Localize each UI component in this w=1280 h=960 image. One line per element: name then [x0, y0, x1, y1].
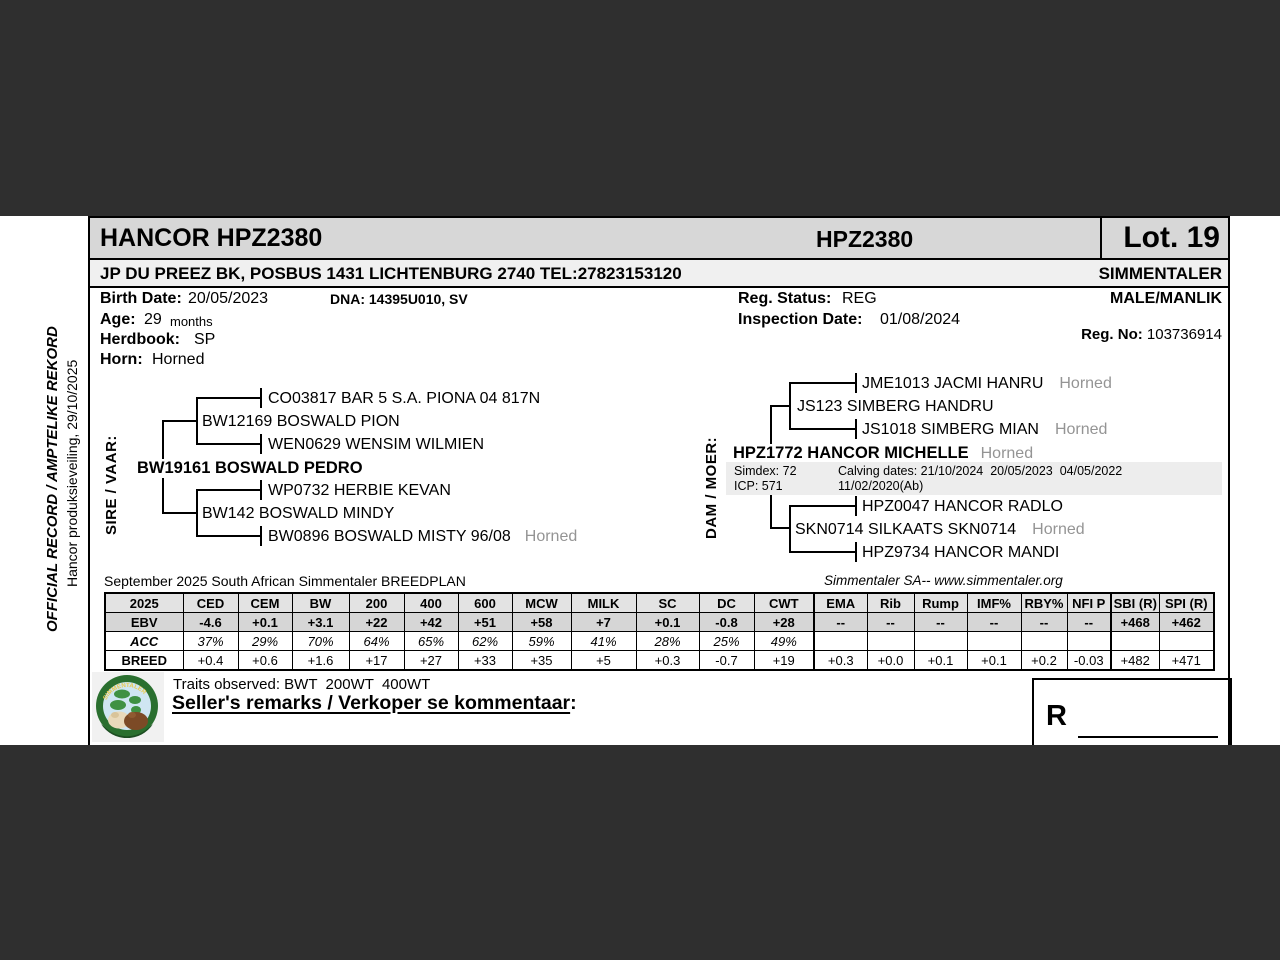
pedigree-line [260, 480, 262, 500]
animal-name: JS1018 SIMBERG MIAN [862, 421, 1039, 438]
ebv-cell: +22 [349, 613, 404, 632]
animal-name: JS123 SIMBERG HANDRU [797, 398, 994, 415]
breed-cell: +27 [404, 651, 458, 671]
pedigree-line [855, 419, 857, 439]
pedigree-line [770, 405, 790, 407]
breed-cell: +1.6 [292, 651, 349, 671]
row-label: BREED [105, 651, 183, 671]
dam-name [731, 444, 1037, 463]
breed-cell: +0.1 [967, 651, 1021, 671]
inspection-date-label: Inspection Date: [738, 311, 863, 328]
row-label: ACC [105, 632, 183, 651]
ebv-cell: -- [1067, 613, 1111, 632]
pedigree-line [789, 505, 791, 553]
sire-dam [202, 505, 394, 523]
top-letterbox-band [0, 0, 1280, 216]
column-header: CEM [238, 593, 292, 613]
column-header: SC [636, 593, 699, 613]
sire-granddam-1 [268, 436, 484, 454]
reg-no-label: Reg. No: [1081, 326, 1143, 343]
ebv-row [105, 613, 1214, 632]
ebv-cell: -- [814, 613, 867, 632]
acc-cell [814, 632, 867, 651]
column-header: DC [699, 593, 754, 613]
dam-sire [797, 398, 994, 416]
pedigree-line [789, 428, 857, 430]
reg-no-value: 103736914 [1146, 326, 1222, 343]
acc-cell: 25% [699, 632, 754, 651]
dam-section-label: DAM / MOER: [703, 436, 720, 539]
acc-cell: 65% [404, 632, 458, 651]
ebv-cell: +0.1 [238, 613, 292, 632]
pedigree-line [770, 527, 790, 529]
column-header: NFI P [1067, 593, 1111, 613]
breed-cell: +0.3 [814, 651, 867, 671]
ebv-cell: +3.1 [292, 613, 349, 632]
table-header-row [105, 593, 1214, 613]
sellers-remarks-heading [172, 692, 577, 715]
ebv-cell: -0.8 [699, 613, 754, 632]
inspection-date-value: 01/08/2024 [880, 311, 961, 328]
column-header: CED [183, 593, 238, 613]
ebv-cell: -- [1021, 613, 1067, 632]
breedplan-table [104, 592, 1215, 671]
acc-cell [967, 632, 1021, 651]
logo-cattle-right [124, 712, 148, 730]
acc-cell: 49% [754, 632, 814, 651]
birth-date-label: Birth Date: [100, 290, 182, 307]
price-blank-line [1078, 736, 1218, 738]
acc-cell [1067, 632, 1111, 651]
acc-cell: 28% [636, 632, 699, 651]
dam-granddam-2 [862, 544, 1059, 562]
acc-cell [867, 632, 914, 651]
horn-status: Horned [980, 445, 1034, 462]
breed-cell: +17 [349, 651, 404, 671]
pedigree-line [196, 397, 262, 399]
ebv-cell: +28 [754, 613, 814, 632]
column-header: Rib [867, 593, 914, 613]
breed-cell: +0.0 [867, 651, 914, 671]
animal-name: JME1013 JACMI HANRU [862, 375, 1044, 392]
animal-name: WEN0629 WENSIM WILMIEN [268, 436, 485, 453]
pedigree-line [855, 496, 857, 516]
column-header: SPI (R) [1159, 593, 1214, 613]
sire-section-label: SIRE / VAAR: [103, 435, 120, 535]
breed-name: SIMMENTALER [1098, 264, 1222, 283]
pedigree-line [789, 382, 857, 384]
dam-granddam-1 [862, 421, 1107, 439]
sex-value: MALE/MANLIK [1110, 290, 1222, 307]
breed-cell: +19 [754, 651, 814, 671]
breed-cell: +0.6 [238, 651, 292, 671]
column-header: 200 [349, 593, 404, 613]
column-header: EMA [814, 593, 867, 613]
traits-observed: Traits observed: BWT 200WT 400WT [173, 676, 431, 693]
ebv-cell: -4.6 [183, 613, 238, 632]
breed-cell: +0.2 [1021, 651, 1067, 671]
horn-status: Horned [1032, 521, 1085, 538]
breed-cell: +0.3 [636, 651, 699, 671]
age-value: 29 [144, 311, 162, 328]
horn-status: Horned [1059, 375, 1112, 392]
animal-name: SKN0714 SILKAATS SKN0714 [795, 521, 1017, 538]
official-record-vertical-text: OFFICIAL RECORD / AMPTELIKE REKORD [44, 326, 61, 632]
column-header: MILK [571, 593, 636, 613]
pedigree-line [855, 542, 857, 562]
ebv-cell: +51 [458, 613, 512, 632]
pedigree-line [196, 535, 262, 537]
horn-status: Horned [524, 528, 578, 545]
birth-date-value: 20/05/2023 [188, 290, 269, 307]
column-header: SBI (R) [1111, 593, 1159, 613]
pedigree-line [260, 388, 262, 408]
sellers-remarks-label: Seller's remarks / Verkoper se kommentaar [172, 692, 571, 714]
horn-status: Horned [1054, 421, 1108, 438]
acc-cell [1111, 632, 1159, 651]
acc-cell: 37% [183, 632, 238, 651]
column-header: 400 [404, 593, 458, 613]
sire-damsire [268, 482, 451, 500]
icp-value: ICP: 571 [734, 479, 783, 493]
logo-arc-text: SIMMENTALER [101, 681, 148, 702]
column-header: CWT [754, 593, 814, 613]
calving-dates-2: 11/02/2020(Ab) [838, 479, 924, 493]
dam-grandsire [862, 375, 1112, 393]
animal-name: BW0896 BOSWALD MISTY 96/08 [268, 528, 511, 545]
pedigree-line [162, 420, 198, 422]
sellers-remarks-colon: : [570, 692, 577, 714]
pedigree-line [196, 489, 198, 537]
acc-cell: 29% [238, 632, 292, 651]
sire-name [135, 459, 367, 478]
horn-label: Horn: [100, 351, 143, 368]
column-header: 2025 [105, 593, 183, 613]
ebv-cell: -- [967, 613, 1021, 632]
ebv-cell: +462 [1159, 613, 1214, 632]
reg-status-value: REG [842, 290, 877, 307]
animal-id: HPZ2380 [816, 226, 914, 252]
ebv-cell: +468 [1111, 613, 1159, 632]
breed-cell: -0.03 [1067, 651, 1111, 671]
acc-cell: 64% [349, 632, 404, 651]
acc-cell: 59% [512, 632, 571, 651]
reg-no [1022, 326, 1222, 343]
bottom-letterbox-band [0, 745, 1280, 960]
animal-name: HPZ9734 HANCOR MANDI [862, 544, 1060, 561]
acc-cell: 62% [458, 632, 512, 651]
pedigree-line [196, 443, 262, 445]
breed-cell: +35 [512, 651, 571, 671]
pedigree-line [196, 489, 262, 491]
column-header: RBY% [1021, 593, 1067, 613]
animal-name: HPZ0047 HANCOR RADLO [862, 498, 1063, 515]
dna-value: DNA: 14395U010, SV [330, 291, 468, 307]
breed-cell: -0.7 [699, 651, 754, 671]
breed-cell: +33 [458, 651, 512, 671]
herdbook-label: Herdbook: [100, 331, 180, 348]
sire-granddam-2 [268, 528, 577, 546]
breed-cell: +471 [1159, 651, 1214, 671]
acc-cell [1021, 632, 1067, 651]
ebv-cell: +58 [512, 613, 571, 632]
dam-damsire [862, 498, 1063, 516]
pedigree-line [789, 382, 791, 430]
animal-name: CO03817 BAR 5 S.A. PIONA 04 817N [268, 390, 541, 407]
herdbook-value: SP [194, 331, 216, 348]
breedplan-caption: September 2025 South African Simmentaler BREEDPLAN [104, 573, 466, 589]
age-label: Age: [100, 311, 136, 328]
pedigree-line [260, 526, 262, 546]
column-header: MCW [512, 593, 571, 613]
sire-grandsire [268, 390, 540, 408]
ebv-cell: +0.1 [636, 613, 699, 632]
acc-cell: 70% [292, 632, 349, 651]
row-label: EBV [105, 613, 183, 632]
breed-cell: +5 [571, 651, 636, 671]
ebv-cell: +7 [571, 613, 636, 632]
lot-separator-line [1100, 218, 1102, 258]
breed-average-row [105, 651, 1214, 671]
animal-name: HPZ1772 HANCOR MICHELLE [733, 444, 969, 462]
dam-dam [795, 521, 1085, 539]
simdex-value: Simdex: 72 [734, 464, 797, 478]
accuracy-row [105, 632, 1214, 651]
column-header: BW [292, 593, 349, 613]
lot-number: Lot. 19 [1123, 221, 1220, 254]
pedigree-line [855, 373, 857, 393]
ebv-cell: -- [867, 613, 914, 632]
pedigree-line [260, 434, 262, 454]
currency-symbol: R [1046, 700, 1067, 732]
animal-name: BW19161 BOSWALD PEDRO [137, 459, 363, 477]
owner-contact: JP DU PREEZ BK, POSBUS 1431 LICHTENBURG 2740 TEL:27823153120 [100, 264, 682, 283]
horn-value: Horned [152, 351, 205, 368]
animal-name: BW12169 BOSWALD PION [202, 413, 400, 430]
acc-cell [914, 632, 967, 651]
column-header: IMF% [967, 593, 1021, 613]
acc-cell: 41% [571, 632, 636, 651]
animal-title: HANCOR HPZ2380 [100, 224, 323, 252]
breed-cell: +482 [1111, 651, 1159, 671]
ebv-cell: -- [914, 613, 967, 632]
sale-event-vertical-text: Hancor produksieveiling, 29/10/2025 [64, 359, 80, 587]
pedigree-line [789, 551, 857, 553]
sire-sire [202, 413, 400, 431]
column-header: Rump [914, 593, 967, 613]
reg-status-label: Reg. Status: [738, 290, 832, 307]
breed-cell: +0.4 [183, 651, 238, 671]
calving-dates: Calving dates: 21/10/2024 20/05/2023 04/05/2022 [838, 464, 1123, 478]
column-header: 600 [458, 593, 512, 613]
animal-name: BW142 BOSWALD MINDY [202, 505, 395, 522]
pedigree-line [196, 397, 198, 445]
pedigree-line [789, 505, 857, 507]
age-unit: months [170, 314, 213, 329]
simmentaler-logo [95, 674, 159, 738]
pedigree-line [162, 512, 198, 514]
breed-cell: +0.1 [914, 651, 967, 671]
ebv-cell: +42 [404, 613, 458, 632]
simmentaler-website-caption: Simmentaler SA-- www.simmentaler.org [824, 573, 1063, 588]
acc-cell [1159, 632, 1214, 651]
animal-name: WP0732 HERBIE KEVAN [268, 482, 451, 499]
